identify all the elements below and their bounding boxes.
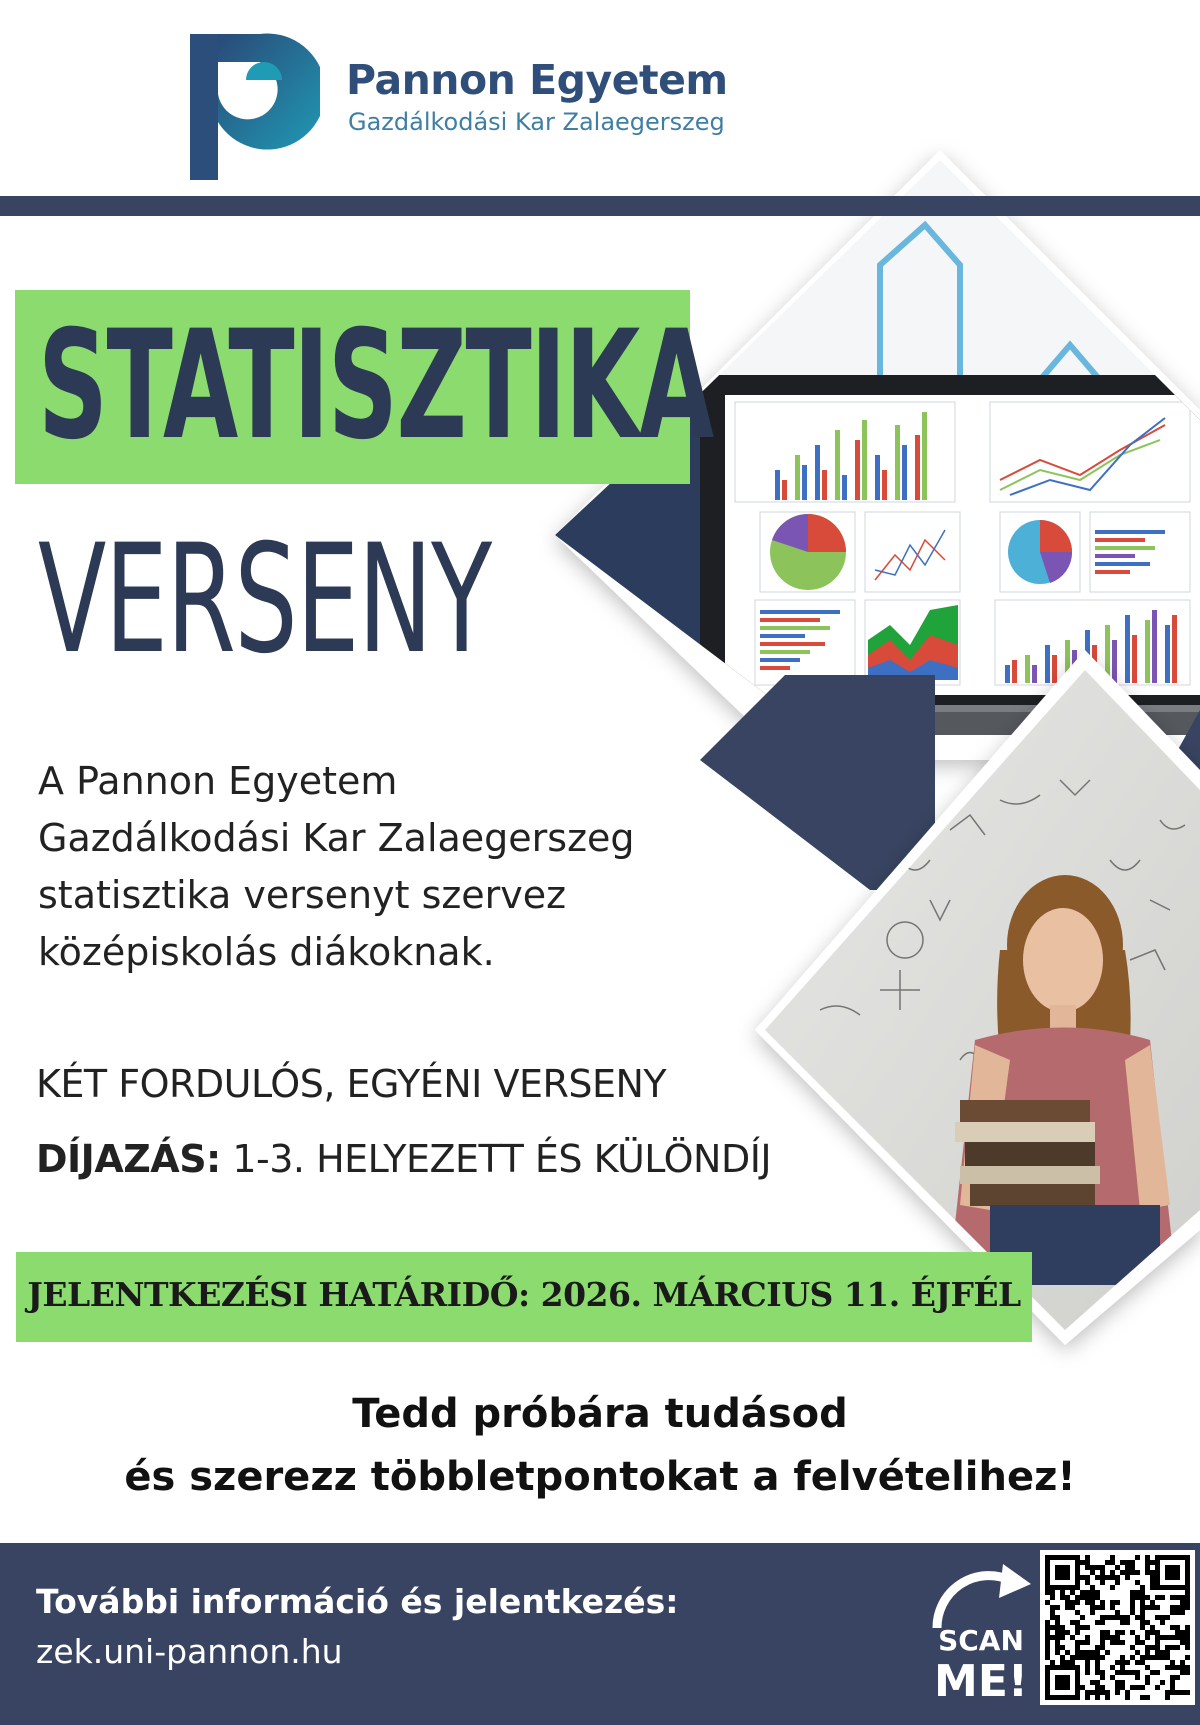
title-line-2: VERSENY bbox=[38, 513, 491, 687]
intro-text bbox=[38, 753, 758, 981]
top-divider-bar bbox=[0, 196, 1200, 216]
org-subtitle: Gazdálkodási Kar Zalaegerszeg bbox=[348, 108, 725, 136]
prize-info bbox=[36, 1137, 771, 1181]
slogan bbox=[0, 1383, 1200, 1509]
me-text: ME! bbox=[934, 1656, 1028, 1707]
scan-me-icon bbox=[915, 1558, 1040, 1708]
slogan-line-1: Tedd próbára tudásod bbox=[352, 1391, 848, 1437]
prize-label: DÍJAZÁS: bbox=[36, 1137, 221, 1181]
intro-line: középiskolás diákoknak. bbox=[38, 930, 495, 974]
deadline-text: JELENTKEZÉSI HATÁRIDŐ: 2026. MÁRCIUS 11. ÉJFÉL bbox=[27, 1275, 1021, 1314]
title-line-1: STATISZTIKA bbox=[38, 299, 713, 473]
qr-code[interactable] bbox=[1040, 1550, 1195, 1705]
slogan-line-2: és szerezz többletpontokat a felvételihez! bbox=[124, 1454, 1076, 1500]
intro-line: Gazdálkodási Kar Zalaegerszeg bbox=[38, 816, 635, 860]
org-name: Pannon Egyetem bbox=[346, 56, 728, 104]
intro-line: statisztika versenyt szervez bbox=[38, 873, 567, 917]
footer-url-link[interactable]: zek.uni-pannon.hu bbox=[36, 1632, 343, 1671]
pannon-logo-icon bbox=[190, 32, 320, 182]
intro-line: A Pannon Egyetem bbox=[38, 759, 398, 803]
scan-text: SCAN bbox=[938, 1624, 1024, 1657]
competition-type: KÉT FORDULÓS, EGYÉNI VERSENY bbox=[36, 1062, 667, 1106]
prize-value: 1-3. HELYEZETT ÉS KÜLÖNDÍJ bbox=[232, 1137, 772, 1181]
footer-info-label: További információ és jelentkezés: bbox=[36, 1582, 679, 1621]
